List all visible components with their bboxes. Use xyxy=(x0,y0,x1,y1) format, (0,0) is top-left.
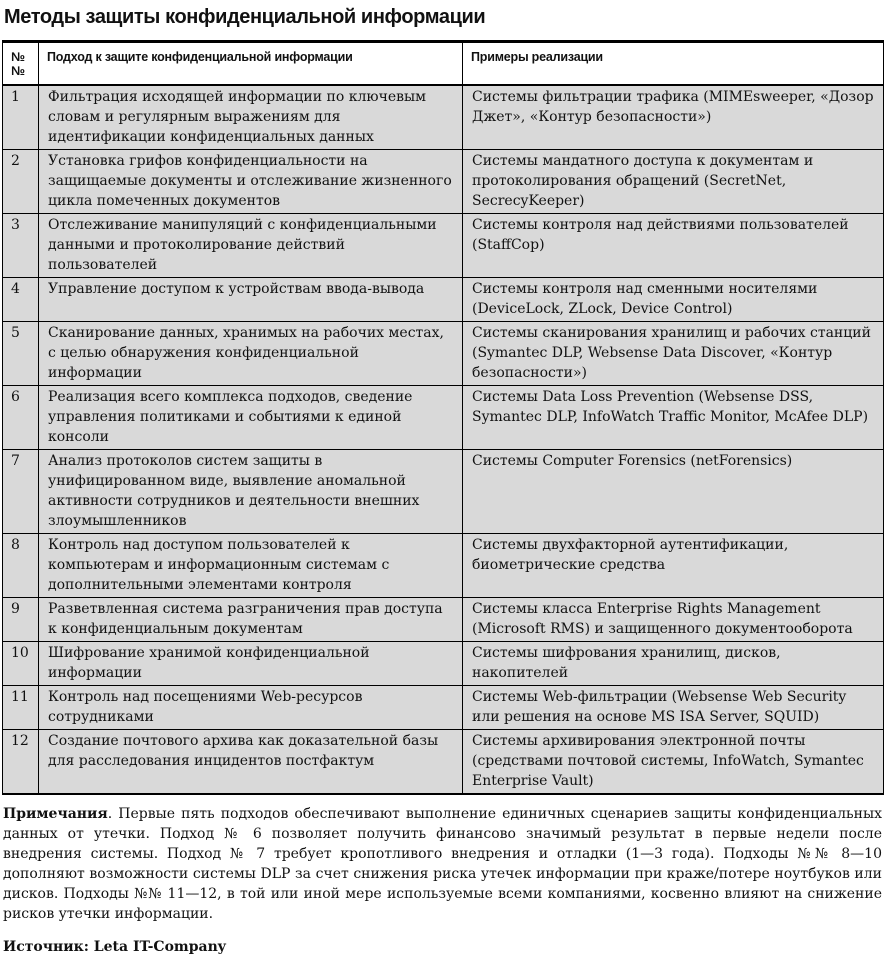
approach-cell: Управление доступом к устройствам ввода-вывода xyxy=(39,278,463,322)
examples-cell: Системы контроля над действиями пользователей (StaffCop) xyxy=(463,214,884,278)
approach-cell: Фильтрация исходящей информации по ключевым словам и регулярным выражениям для идентификации конфиденциальных данных xyxy=(39,85,463,150)
notes-label: Примечания xyxy=(3,806,108,822)
examples-cell: Системы Data Loss Prevention (Websense DSS, Symantec DLP, InfoWatch Traffic Monitor, McAfee DLP) xyxy=(463,386,884,450)
approach-cell: Разветвленная система разграничения прав доступа к конфиденциальным документам xyxy=(39,598,463,642)
approach-cell: Сканирование данных, хранимых на рабочих местах, с целью обнаружения конфиденциальной информации xyxy=(39,322,463,386)
examples-cell: Системы шифрования хранилищ, дисков, накопителей xyxy=(463,642,884,686)
table-row xyxy=(3,450,884,534)
row-number-cell: 1 xyxy=(3,85,39,150)
row-number-cell: 7 xyxy=(3,450,39,534)
approach-cell: Анализ протоколов систем защиты в унифицированном виде, выявление аномальной активности сотрудников и деятельности внешних злоумышленников xyxy=(39,450,463,534)
source-label: Источник: xyxy=(3,939,89,955)
table-row xyxy=(3,534,884,598)
source-value: Leta IT-Company xyxy=(93,939,226,955)
row-number-cell: 12 xyxy=(3,730,39,795)
row-number-cell: 4 xyxy=(3,278,39,322)
approach-cell: Шифрование хранимой конфиденциальной информации xyxy=(39,642,463,686)
row-number-cell: 11 xyxy=(3,686,39,730)
column-header-approach: Подход к защите конфиденциальной информации xyxy=(39,42,463,86)
table-row xyxy=(3,686,884,730)
examples-cell: Системы контроля над сменными носителями (DeviceLock, ZLock, Device Control) xyxy=(463,278,884,322)
column-header-examples: Примеры реализации xyxy=(463,42,884,86)
table-body xyxy=(3,85,884,794)
page-title: Методы защиты конфиденциальной информации xyxy=(4,6,486,28)
examples-cell: Системы Computer Forensics (netForensics) xyxy=(463,450,884,534)
examples-cell: Системы класса Enterprise Rights Management (Microsoft RMS) и защищенного документооборота xyxy=(463,598,884,642)
table-row xyxy=(3,322,884,386)
row-number-cell: 9 xyxy=(3,598,39,642)
examples-cell: Системы Web-фильтрации (Websense Web Security или решения на основе MS ISA Server, SQUID) xyxy=(463,686,884,730)
table-row xyxy=(3,598,884,642)
examples-cell: Системы сканирования хранилищ и рабочих станций (Symantec DLP, Websense Data Discover, «Контур безопасности») xyxy=(463,322,884,386)
row-number-cell: 10 xyxy=(3,642,39,686)
methods-table xyxy=(2,40,884,795)
examples-cell: Системы двухфакторной аутентификации, биометрические средства xyxy=(463,534,884,598)
table-row xyxy=(3,150,884,214)
row-number-cell: 5 xyxy=(3,322,39,386)
approach-cell: Контроль над посещениями Web-ресурсов сотрудниками xyxy=(39,686,463,730)
row-number-cell: 6 xyxy=(3,386,39,450)
table-row xyxy=(3,730,884,795)
row-number-cell: 2 xyxy=(3,150,39,214)
examples-cell: Системы архивирования электронной почты (средствами почтовой системы, InfoWatch, Symantec Enterprise Vault) xyxy=(463,730,884,795)
table-header-row xyxy=(3,42,884,86)
approach-cell: Установка грифов конфиденциальности на защищаемые документы и отслеживание жизненного цикла помеченных документов xyxy=(39,150,463,214)
approach-cell: Реализация всего комплекса подходов, сведение управления политиками и событиями к единой консоли xyxy=(39,386,463,450)
approach-cell: Отслеживание манипуляций с конфиденциальными данными и протоколирование действий пользователей xyxy=(39,214,463,278)
table-row xyxy=(3,386,884,450)
row-number-cell: 8 xyxy=(3,534,39,598)
examples-cell: Системы мандатного доступа к документам и протоколирования обращений (SecretNet, SecrecyKeeper) xyxy=(463,150,884,214)
approach-cell: Контроль над доступом пользователей к компьютерам и информационным системам с дополнительными элементами контроля xyxy=(39,534,463,598)
source-line xyxy=(3,939,882,955)
notes-paragraph xyxy=(3,804,882,924)
table-row xyxy=(3,278,884,322)
notes-text: . Первые пять подходов обеспечивают выполнение единичных сценариев защиты конфиденциальных данных от утечки. Подход № 6 позволяет получить финансово значимый результат в первые недели после внедрения системы. Подход № 7 требует кропотливого внедрения и отладки (1—3 года). Подходы №№ 8—10 дополняют возможности системы DLP за счет снижения риска утечек информации при краже/потере ноутбуков или дисков. Подходы №№ 11—12, в той или иной мере используемые всеми компаниями, косвенно влияют на снижение рисков утечки информации. xyxy=(3,806,882,922)
approach-cell: Создание почтового архива как доказательной базы для расследования инцидентов постфактум xyxy=(39,730,463,795)
table-row xyxy=(3,85,884,150)
table-row xyxy=(3,642,884,686)
column-header-number: №№ xyxy=(3,42,39,86)
table-row xyxy=(3,214,884,278)
examples-cell: Системы фильтрации трафика (MIMEsweeper, «Дозор Джет», «Контур безопасности») xyxy=(463,85,884,150)
row-number-cell: 3 xyxy=(3,214,39,278)
